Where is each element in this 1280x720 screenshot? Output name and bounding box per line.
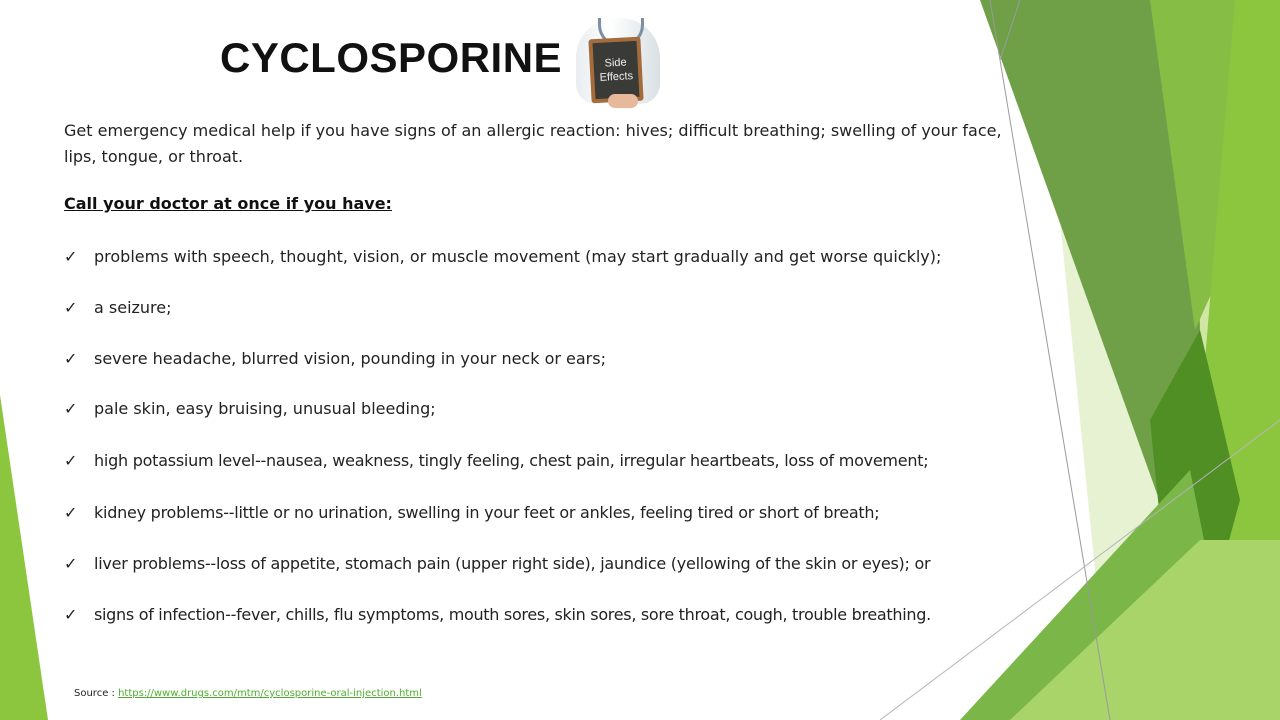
list-item	[64, 502, 879, 524]
list-item-text: liver problems--loss of appetite, stomach pain (upper right side), jaundice (yellowing of the skin or eyes); or	[94, 554, 931, 573]
hand	[608, 94, 638, 108]
source-link[interactable]: https://www.drugs.com/mtm/cyclosporine-oral-injection.html	[118, 688, 422, 699]
list-item	[64, 553, 930, 575]
checkmark-icon: ✓	[64, 451, 78, 470]
list-item	[64, 297, 172, 319]
source-label: Source :	[74, 688, 119, 699]
list-item	[64, 348, 606, 370]
list-item-text: pale skin, easy bruising, unusual bleeding;	[94, 399, 436, 418]
list-item-text: high potassium level--nausea, weakness, tingly feeling, chest pain, irregular heartbeats, loss of movement;	[94, 451, 929, 470]
list-item	[64, 246, 941, 268]
checkmark-icon: ✓	[64, 298, 78, 317]
list-item-text: problems with speech, thought, vision, or muscle movement (may start gradually and get worse quickly);	[94, 247, 942, 266]
list-item	[64, 450, 928, 472]
checkmark-icon: ✓	[64, 503, 78, 522]
checkmark-icon: ✓	[64, 554, 78, 573]
checkmark-icon: ✓	[64, 247, 78, 266]
source-citation	[74, 688, 422, 699]
checkmark-icon: ✓	[64, 399, 78, 418]
sign-text-line2: Effects	[599, 70, 634, 84]
list-item-text: a seizure;	[94, 298, 172, 317]
list-item-text: signs of infection--fever, chills, flu symptoms, mouth sores, skin sores, sore throat, cough, trouble breathing.	[94, 605, 931, 624]
sign-text-line1: Side	[604, 56, 627, 70]
intro-paragraph: Get emergency medical help if you have signs of an allergic reaction: hives; difficult breathing; swelling of your face, lips, tongue, or throat.	[64, 121, 1002, 166]
side-effects-sign-image	[568, 16, 668, 106]
list-item	[64, 398, 436, 420]
checkmark-icon: ✓	[64, 349, 78, 368]
list-item	[64, 604, 931, 626]
checkmark-icon: ✓	[64, 605, 78, 624]
list-item-text: kidney problems--little or no urination, swelling in your feet or ankles, feeling tired or short of breath;	[94, 503, 880, 522]
slide-title: CYCLOSPORINE	[220, 34, 563, 81]
list-item-text: severe headache, blurred vision, pounding in your neck or ears;	[94, 349, 606, 368]
call-doctor-heading: Call your doctor at once if you have:	[64, 194, 392, 213]
